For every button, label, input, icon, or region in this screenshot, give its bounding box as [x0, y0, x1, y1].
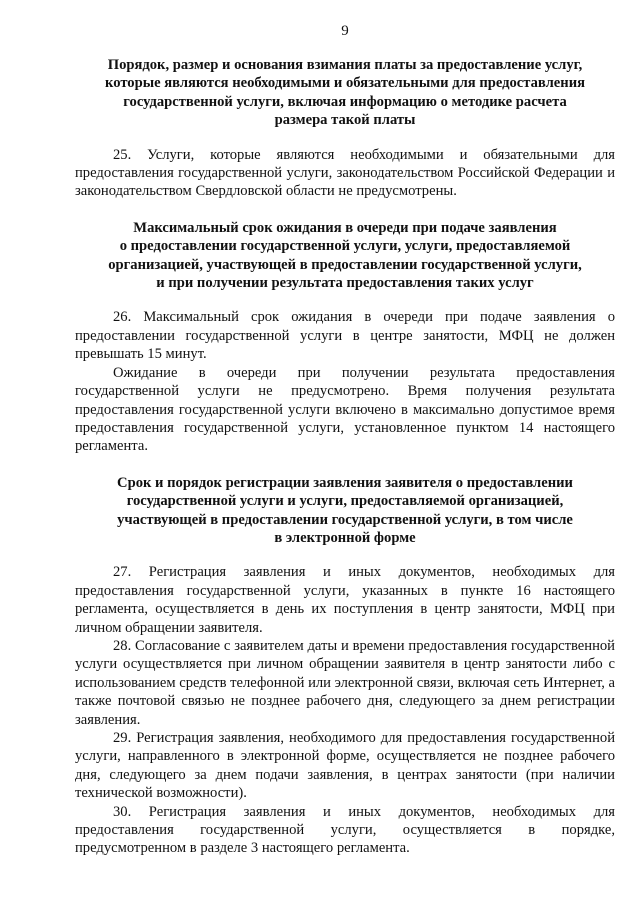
- heading-line: государственной услуги и услуги, предоставляемой организацией,: [126, 493, 564, 510]
- page-number: 9: [341, 23, 349, 39]
- heading-line: в электронной форме: [274, 529, 416, 546]
- heading-line: организацией, участвующей в предоставлении государственной услуги,: [108, 256, 582, 273]
- heading-line: которые являются необходимыми и обязательными для предоставления: [105, 75, 585, 92]
- heading-line: размера такой платы: [274, 112, 416, 129]
- heading-line: и при получении результата предоставления таких услуг: [156, 275, 534, 292]
- heading-line: Порядок, размер и основания взимания платы за предоставление услуг,: [107, 57, 583, 73]
- heading-line: Максимальный срок ожидания в очереди при подаче заявления: [133, 219, 557, 236]
- section-heading-queue-time: [75, 219, 615, 293]
- section-heading-registration: [75, 474, 615, 548]
- paragraph-30: 30. Регистрация заявления и иных документов, необходимых для предоставления государственной услуги, осуществляется в порядке, предусмотренном в разделе 3 настоящего регламента.: [75, 803, 615, 857]
- paragraph-27: 27. Регистрация заявления и иных документов, необходимых для предоставления государственной услуги, указанных в пункте 16 настоящего регламента, осуществляется в день их поступления в центр занятости, МФЦ при личном обращении заявителя.: [75, 564, 615, 636]
- paragraph-25: 25. Услуги, которые являются необходимыми и обязательными для предоставления государственной услуги, законодательством Российской Федерации и законодательством Свердловской области не предусмотрены.: [75, 146, 615, 200]
- heading-line: о предоставлении государственной услуги, услуги, предоставляемой: [119, 238, 571, 255]
- paragraph-26-continued: Ожидание в очереди при получении результата предоставления государственной услуги не предусмотрено. Время получения результата предоставления государственной услуги включено в максимально допустимое время предоставления государственной услуги, установленное пунктом 14 настоящего регламента.: [75, 364, 615, 455]
- document-page: [75, 22, 615, 858]
- heading-line: Срок и порядок регистрации заявления заявителя о предоставлении: [117, 474, 573, 491]
- heading-line: государственной услуги, включая информацию о методике расчета: [123, 93, 567, 110]
- section-heading-payment: [75, 56, 615, 130]
- heading-line: участвующей в предоставлении государственной услуги, в том числе: [117, 511, 573, 528]
- paragraph-26: 26. Максимальный срок ожидания в очереди при подаче заявления о предоставлении государственной услуги в центре занятости, МФЦ не должен превышать 15 минут.: [75, 309, 615, 363]
- paragraph-29: 29. Регистрация заявления, необходимого для предоставления государственной услуги, направленного в электронной форме, осуществляется не позднее рабочего дня, следующего за днем подачи заявления, в центрах занятости (при наличии технической возможности).: [75, 730, 615, 802]
- paragraph-28: 28. Согласование с заявителем даты и времени предоставления государственной услуги осуществляется при личном обращении заявителя в центр занятости либо с использованием средств телефонной или электронной связи, включая сеть Интернет, а также почтовой связью не позднее рабочего дня, следующего за днем регистрации заявления.: [75, 637, 616, 728]
